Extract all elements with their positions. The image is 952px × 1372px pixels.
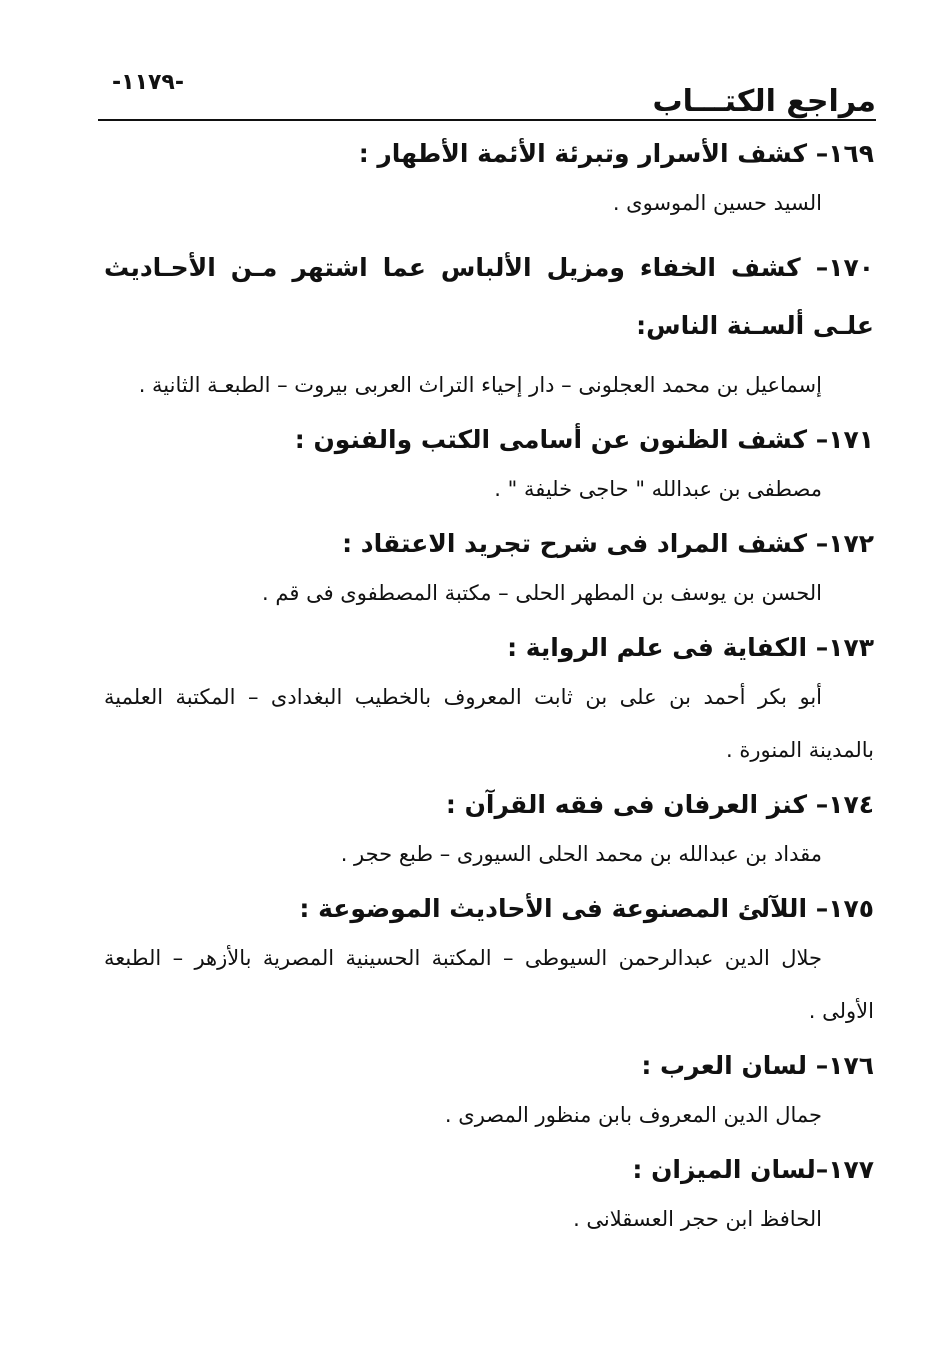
reference-title: ١٧٠– كشف الخفاء ومزيل الألباس عما اشتهر مـن الأحـاديث علـى ألسـنة الناس:	[104, 253, 874, 340]
reference-title: ١٧١– كشف الظنون عن أسامى الكتب والفنون :	[294, 425, 874, 454]
reference-entry-174	[104, 786, 874, 881]
reference-title: ١٧٧–لسان الميزان :	[632, 1155, 874, 1184]
reference-author: مصطفى بن عبدالله " حاجى خليفة " .	[494, 477, 822, 501]
reference-title: ١٧٦– لسان العرب :	[641, 1051, 874, 1080]
reference-title: ١٧٢– كشف المراد فى شرح تجريد الاعتقاد :	[342, 529, 874, 558]
reference-entry-170	[104, 239, 874, 412]
reference-author: الحافظ ابن حجر العسقلانى .	[573, 1207, 822, 1231]
reference-author: الحسن بن يوسف بن المطهر الحلى – مكتبة المصطفوى فى قم .	[262, 581, 822, 605]
reference-title: ١٧٣– الكفاية فى علم الرواية :	[507, 633, 874, 662]
reference-entry-173	[104, 629, 874, 777]
reference-author: السيد حسين الموسوى .	[612, 191, 822, 215]
reference-entry-177	[104, 1151, 874, 1246]
reference-entry-175	[104, 890, 874, 1038]
reference-author: جلال الدين عبدالرحمن السيوطى – المكتبة الحسينية المصرية بالأزهر – الطبعة الأولى .	[104, 946, 874, 1023]
reference-entry-169	[104, 135, 874, 230]
header-divider	[98, 119, 876, 121]
reference-author: إسماعيل بن محمد العجلونى – دار إحياء التراث العربى بيروت – الطبعـة الثانية .	[138, 373, 822, 397]
reference-author: جمال الدين المعروف بابن منظور المصرى .	[444, 1103, 822, 1127]
reference-title: ١٦٩– كشف الأسرار وتبرئة الأئمة الأطهار :	[358, 139, 874, 168]
references-list	[104, 126, 874, 1246]
reference-author: أبو بكر أحمد بن على بن ثابت المعروف بالخطيب البغدادى – المكتبة العلمية بالمدينة المنورة .	[104, 685, 874, 762]
page-header-title: مراجع الكتـــاب	[652, 84, 876, 119]
reference-entry-172	[104, 525, 874, 620]
reference-entry-176	[104, 1047, 874, 1142]
reference-entry-171	[104, 421, 874, 516]
reference-author: مقداد بن عبدالله بن محمد الحلى السيورى – طبع حجر .	[340, 842, 822, 866]
reference-title: ١٧٥– اللآلئ المصنوعة فى الأحاديث الموضوعة :	[299, 894, 874, 923]
reference-title: ١٧٤– كنز العرفان فى فقه القرآن :	[445, 790, 874, 819]
page-number: -١١٧٩-	[112, 70, 184, 95]
